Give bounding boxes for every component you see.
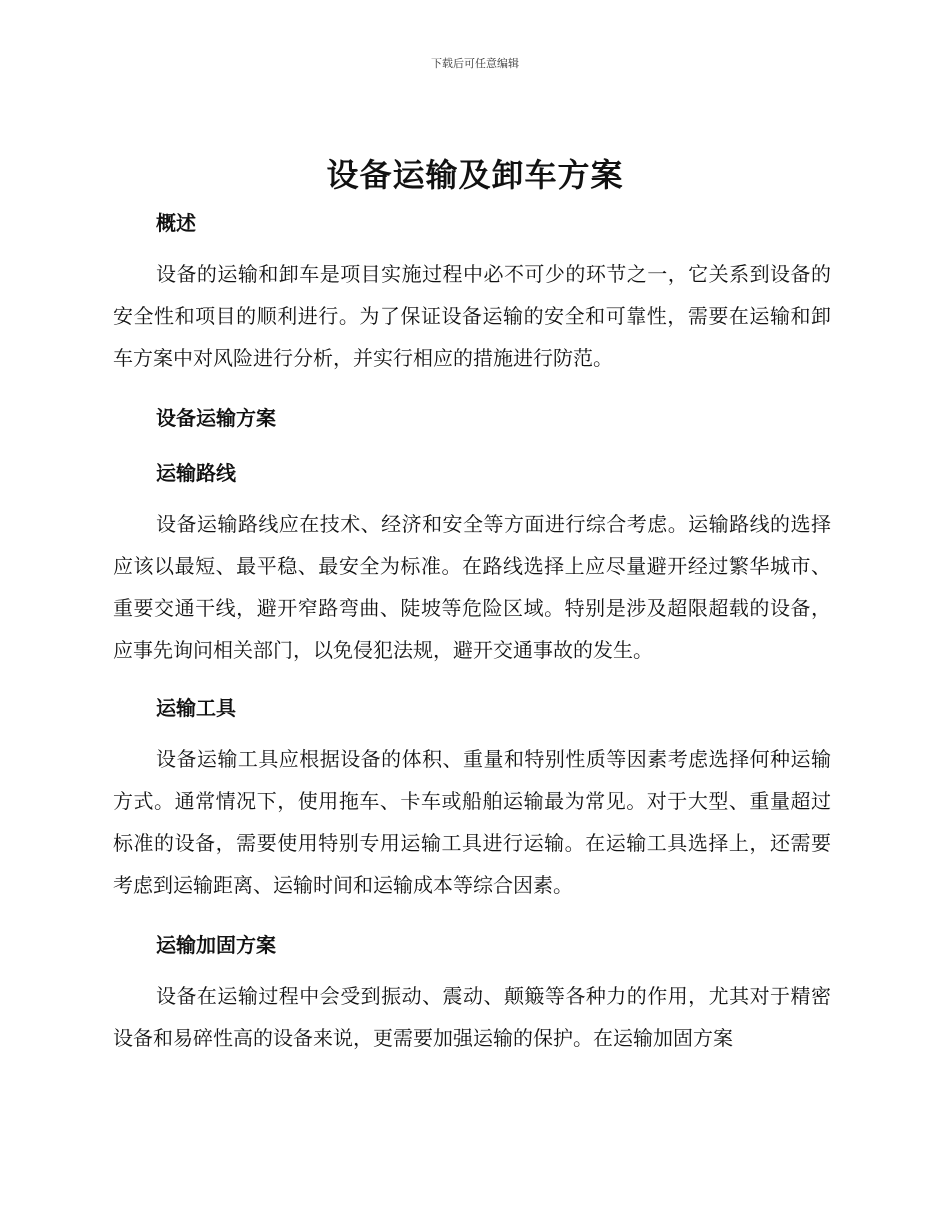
paragraph-route: 设备运输路线应在技术、经济和安全等方面进行综合考虑。运输路线的选择应该以最短、最平稳、最安全为标准。在路线选择上应尽量避开经过繁华城市、重要交通干线，避开窄路弯曲、陡坡等危险区域。特别是涉及超限超载的设备，应事先询问相关部门，以免侵犯法规，避开交通事故的发生。 — [113, 512, 831, 662]
header-note: 下载后可任意编辑 — [431, 57, 519, 70]
subsection-heading-tools: 运输工具 — [156, 696, 236, 720]
document-title: 设备运输及卸车方案 — [326, 156, 624, 194]
paragraph-reinforcement: 设备在运输过程中会受到振动、震动、颠簸等各种力的作用，尤其对于精密设备和易碎性高的设备来说，更需要加强运输的保护。在运输加固方案 — [113, 984, 831, 1050]
paragraph-tools: 设备运输工具应根据设备的体积、重量和特别性质等因素考虑选择何种运输方式。通常情况下，使用拖车、卡车或船舶运输最为常见。对于大型、重量超过标准的设备，需要使用特别专用运输工具进行运输。在运输工具选择上，还需要考虑到运输距离、运输时间和运输成本等综合因素。 — [113, 747, 831, 897]
subsection-heading-reinforcement: 运输加固方案 — [156, 933, 276, 957]
paragraph-overview: 设备的运输和卸车是项目实施过程中必不可少的环节之一，它关系到设备的安全性和项目的顺利进行。为了保证设备运输的安全和可靠性，需要在运输和卸车方案中对风险进行分析，并实行相应的措施进行防范。 — [113, 262, 831, 370]
section-heading-transport-plan: 设备运输方案 — [156, 406, 276, 430]
section-heading-overview: 概述 — [156, 211, 196, 235]
subsection-heading-route: 运输路线 — [156, 461, 236, 485]
